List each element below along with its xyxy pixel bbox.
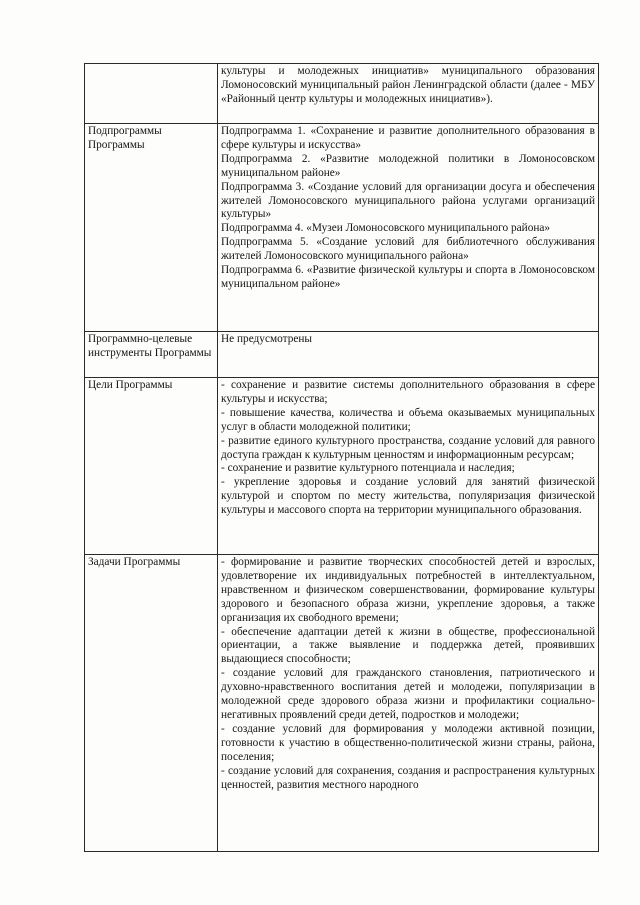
table-row-intro	[85, 64, 599, 124]
text-line: Не предусмотрены	[221, 333, 312, 345]
subprogram-item: Подпрограмма 3. «Создание условий для организации досуга и обеспечения жителей Ломоносовского муниципального района услугами организаций культуры»	[221, 180, 595, 221]
goal-item: - сохранение и развитие системы дополнительного образования в сфере культуры и искусства;	[221, 379, 595, 405]
subprogram-item: Подпрограмма 1. «Сохранение и развитие дополнительного образования в сфере культуры и искусства»	[221, 125, 595, 151]
row-label: Цели Программы	[85, 378, 218, 555]
row-value	[218, 332, 599, 378]
subprogram-item: Подпрограмма 5. «Создание условий для библиотечного обслуживания жителей Ломоносовского муниципального района»	[221, 236, 595, 263]
row-label: Задачи Программы	[85, 555, 218, 852]
table-row-goals	[85, 378, 599, 555]
table-row-tools	[85, 332, 599, 378]
task-item: - создание условий для гражданского становления, патриотического и духовно-нравственного воспитания детей и молодежи, популяризации в молодежной среде здорового образа жизни и профилактики социально-негативных проявлений среди детей, подростков и молодежи;	[221, 667, 595, 721]
row-value	[218, 124, 599, 332]
row-label: Подпрограммы Программы	[85, 124, 218, 332]
goal-item: - повышение качества, количества и объема оказываемых муниципальных услуг в области молодежной политики;	[221, 406, 595, 433]
goal-item: - сохранение и развитие культурного потенциала и наследия;	[221, 462, 515, 475]
row-label	[85, 64, 218, 124]
task-item: - формирование и развитие творческих способностей детей и взрослых, удовлетворение их индивидуальных потребностей в интеллектуальном, нравственном и физическом совершенствовании, формирование культуры здорового и безопасного образа жизни, укрепление здоровья, а также организация их свободного времени;	[221, 556, 595, 624]
task-item: - создание условий для сохранения, создания и распространения культурных ценностей, развития местного народного	[221, 764, 595, 791]
text-line: культуры и молодежных инициатив» муниципального образования Ломоносовский муниципальный район Ленинградской области (далее - МБУ «Районный центр культуры и молодежных инициатив»).	[221, 65, 595, 105]
row-label: Программно-целевые инструменты Программы	[85, 332, 218, 378]
program-passport-table	[84, 63, 599, 852]
subprogram-item: Подпрограмма 2. «Развитие молодежной политики в Ломоносовском муниципальном районе»	[221, 152, 595, 179]
task-item: - создание условий для формирования у молодежи активной позиции, готовности к участию в общественно-политической жизни страны, района, поселения;	[221, 722, 595, 763]
subprogram-item: Подпрограмма 4. «Музеи Ломоносовского муниципального района»	[221, 222, 551, 235]
table-row-tasks	[85, 555, 599, 852]
row-value	[218, 555, 599, 852]
row-value	[218, 378, 599, 555]
row-value	[218, 64, 599, 124]
table-row-subprograms	[85, 124, 599, 332]
goal-item: - укрепление здоровья и создание условий для занятий физической культурой и спортом по месту жительства, популяризация физической культуры и массового спорта на территории муниципального образования.	[221, 476, 595, 517]
subprogram-item: Подпрограмма 6. «Развитие физической культуры и спорта в Ломоносовском муниципальном районе»	[221, 264, 595, 290]
task-item: - обеспечение адаптации детей к жизни в обществе, профессиональной ориентации, а также выявление и поддержка детей, проявивших выдающиеся способности;	[221, 625, 595, 666]
goal-item: - развитие единого культурного пространства, создание условий для равного доступа граждан к культурным ценностям и информационным ресурсам;	[221, 434, 595, 461]
